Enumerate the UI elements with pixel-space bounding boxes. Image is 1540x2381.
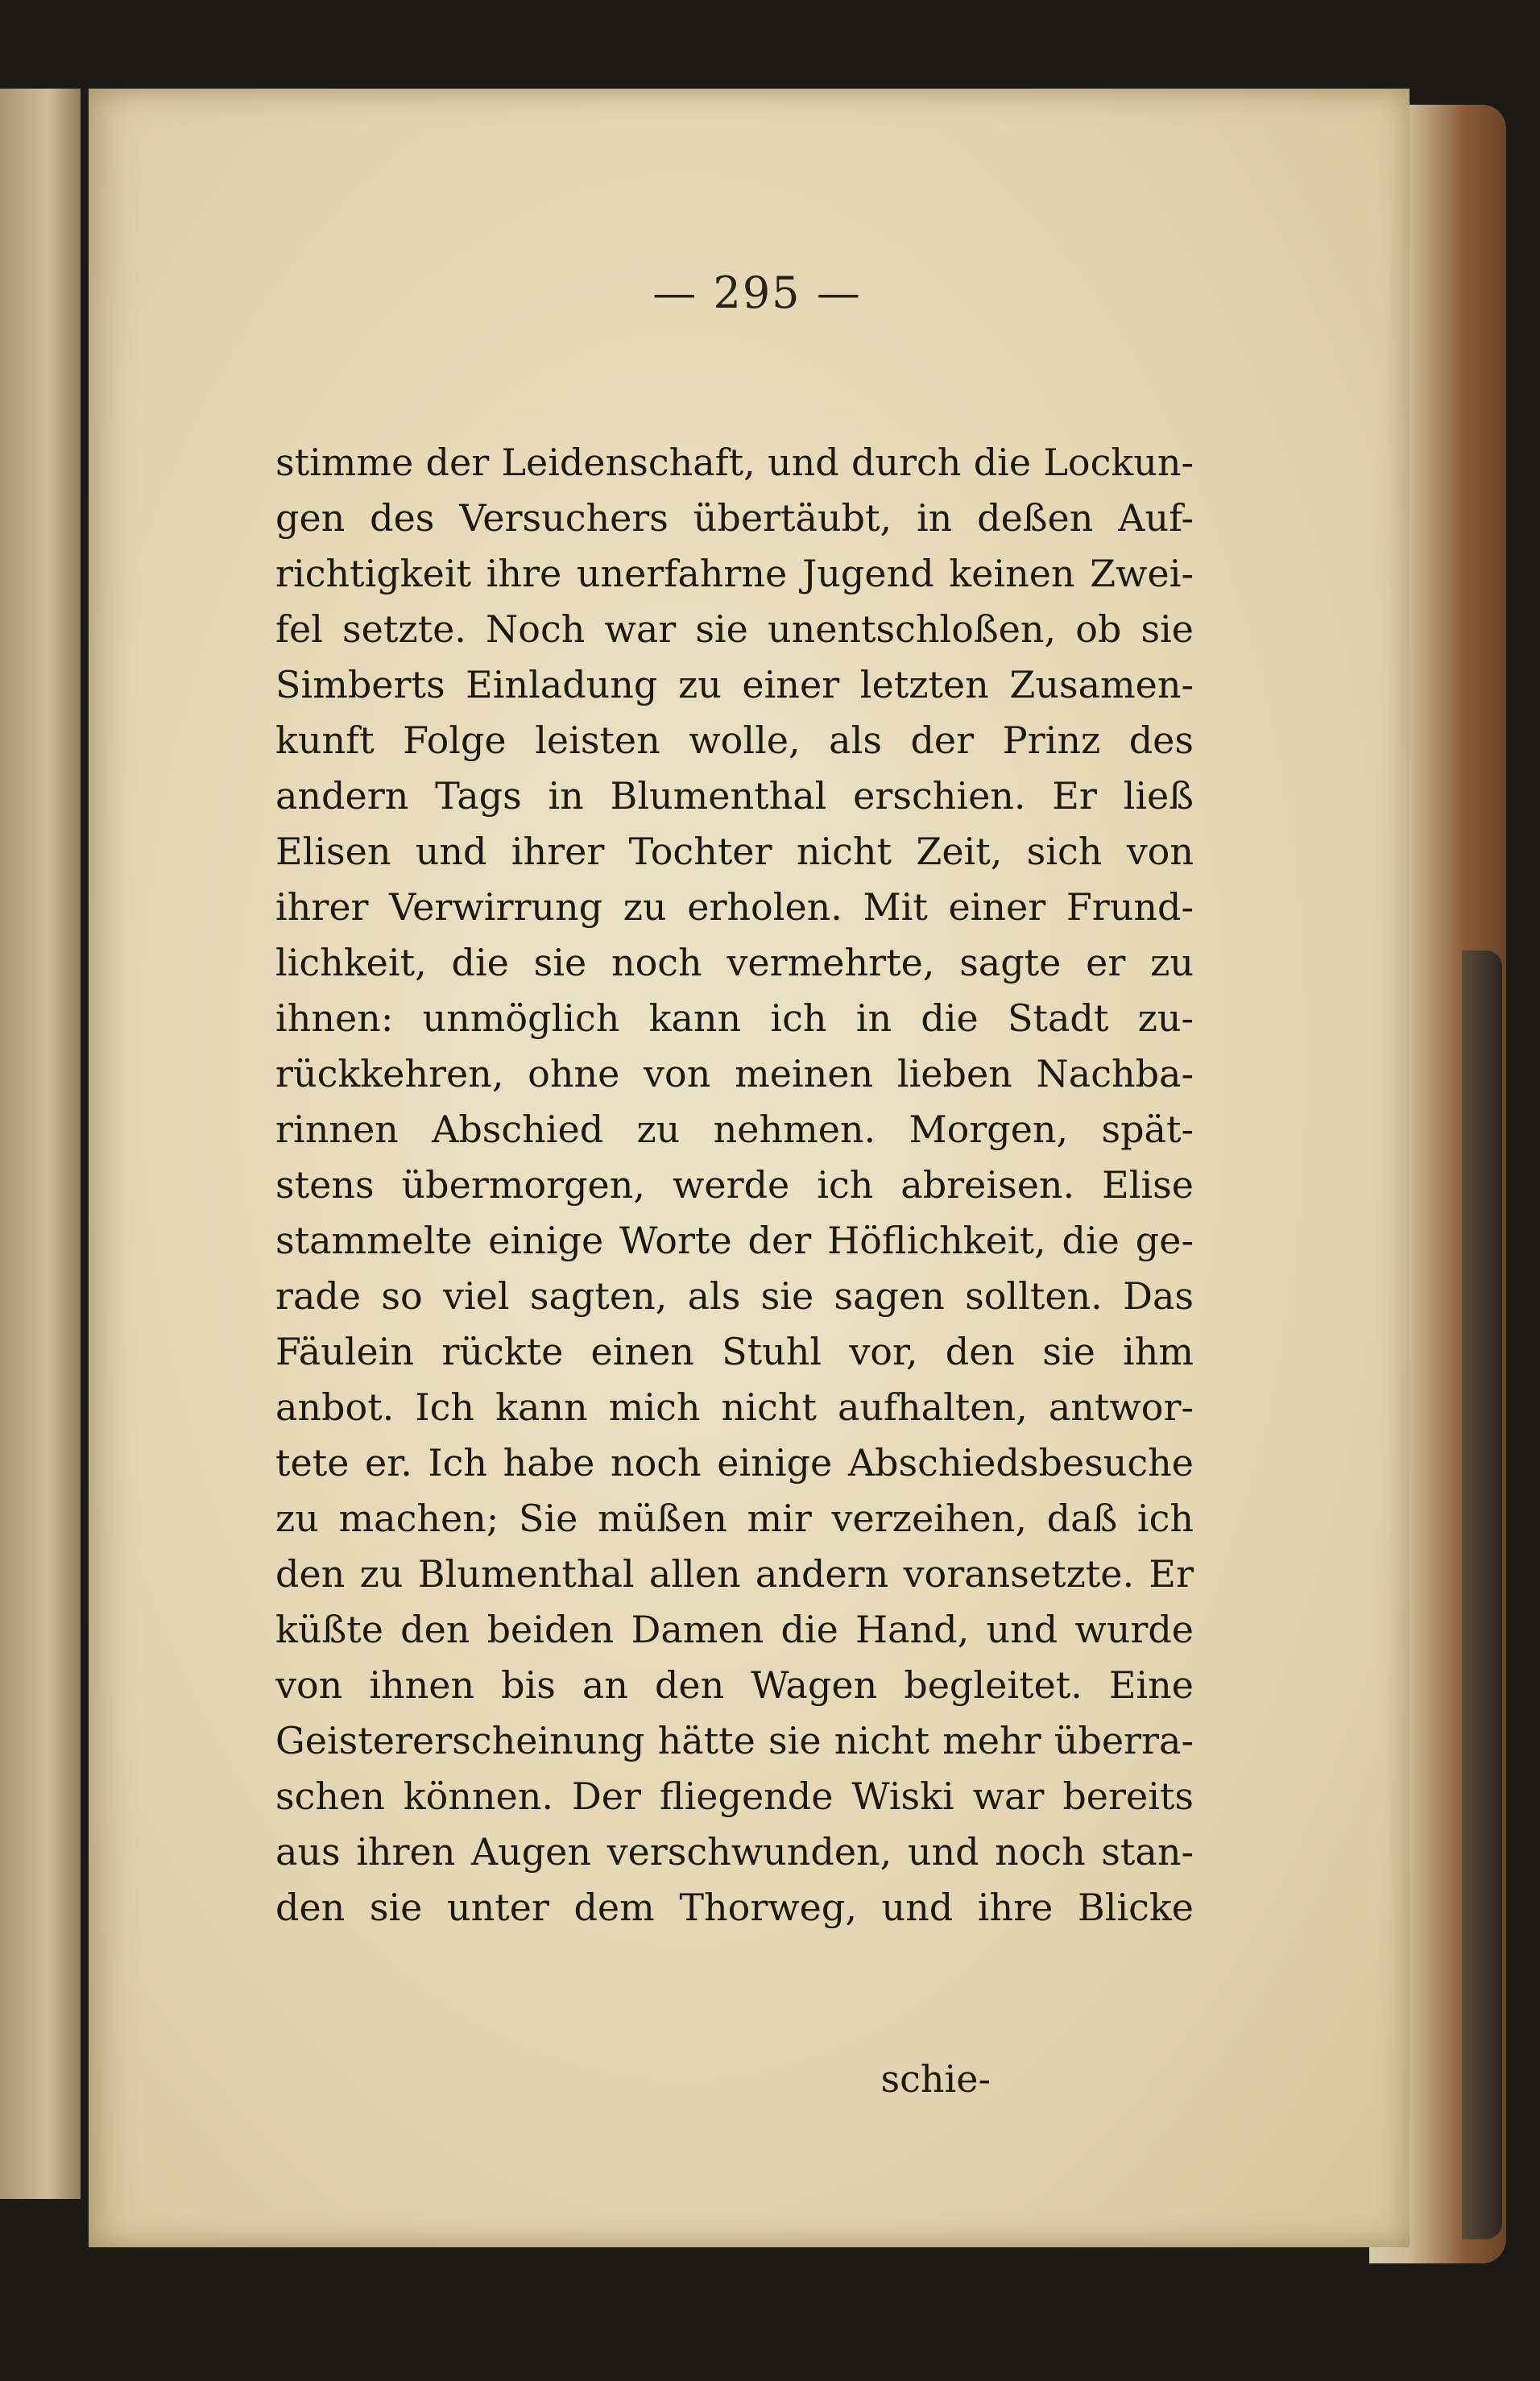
- text-line: Geistererscheinung hätte sie nicht mehr überra-: [275, 1719, 1194, 1762]
- text-line: anbot. Ich kann mich nicht aufhalten, antwor-: [275, 1385, 1194, 1429]
- text-line: von ihnen bis an den Wagen begleitet. Eine: [275, 1663, 1194, 1707]
- page-number: — 295 —: [652, 267, 862, 318]
- text-line: ihrer Verwirrung zu erholen. Mit einer Frund-: [275, 885, 1194, 929]
- text-line: küßte den beiden Damen die Hand, und wurde: [275, 1608, 1194, 1651]
- left-page-edge: [0, 89, 81, 2199]
- text-line: rinnen Abschied zu nehmen. Morgen, spät-: [275, 1108, 1194, 1151]
- text-line: Simberts Einladung zu einer letzten Zusamen-: [275, 663, 1194, 706]
- text-line: andern Tags in Blumenthal erschien. Er ließ: [275, 774, 1194, 818]
- text-line: den zu Blumenthal allen andern voransetzte. Er: [275, 1552, 1194, 1596]
- text-line: stens übermorgen, werde ich abreisen. Elise: [275, 1163, 1194, 1207]
- text-line: tete er. Ich habe noch einige Abschiedsbesuche: [275, 1441, 1194, 1485]
- text-line: aus ihren Augen verschwunden, und noch stan-: [275, 1830, 1194, 1874]
- text-line: richtigkeit ihre unerfahrne Jugend keinen Zwei-: [275, 552, 1194, 595]
- body-text: [275, 435, 1194, 1936]
- text-line: fel setzte. Noch war sie unentschloßen, ob sie: [275, 607, 1194, 651]
- text-line: kunft Folge leisten wolle, als der Prinz des: [275, 718, 1194, 762]
- text-line: Elisen und ihrer Tochter nicht Zeit, sich von: [275, 830, 1194, 873]
- text-line: lichkeit, die sie noch vermehrte, sagte er zu: [275, 941, 1194, 984]
- text-line: den sie unter dem Thorweg, und ihre Blicke: [275, 1886, 1194, 1929]
- catchword: schie-: [880, 2057, 991, 2101]
- text-line: gen des Versuchers übertäubt, in deßen Auf-: [275, 496, 1194, 540]
- book-page: [89, 89, 1410, 2247]
- text-line: rade so viel sagten, als sie sagen sollten. Das: [275, 1274, 1194, 1318]
- text-line: stammelte einige Worte der Höflichkeit, die ge-: [275, 1219, 1194, 1262]
- text-line: schen können. Der fliegende Wiski war bereits: [275, 1774, 1194, 1818]
- text-line: zu machen; Sie müßen mir verzeihen, daß ich: [275, 1497, 1194, 1540]
- text-line: ihnen: unmöglich kann ich in die Stadt zu-: [275, 996, 1194, 1040]
- text-line: Fäulein rückte einen Stuhl vor, den sie ihm: [275, 1330, 1194, 1373]
- text-line: stimme der Leidenschaft, und durch die Lockun-: [275, 441, 1194, 484]
- text-line: rückkehren, ohne von meinen lieben Nachba-: [275, 1052, 1194, 1095]
